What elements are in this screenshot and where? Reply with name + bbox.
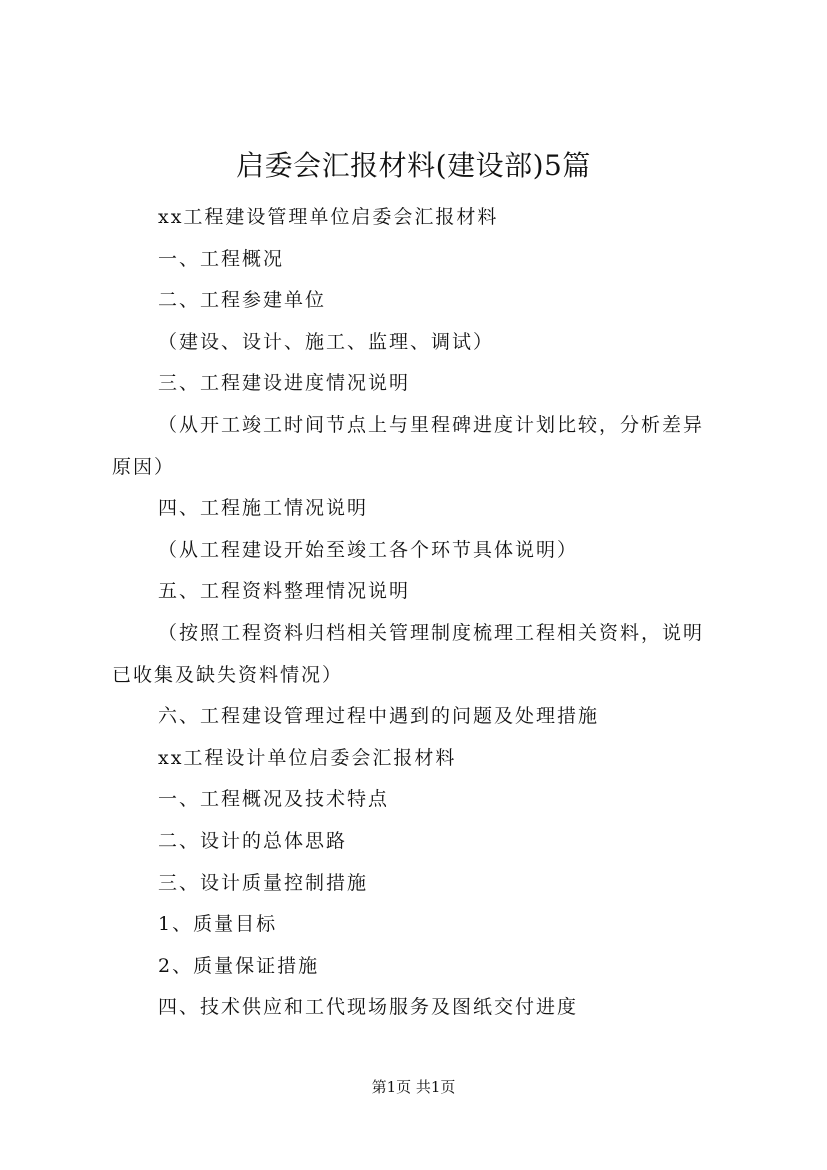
paragraph-6: （从开工竣工时间节点上与里程碑进度计划比较，分析差异原因） xyxy=(112,413,705,478)
paragraph-12: xx工程设计单位启委会汇报材料 xyxy=(158,746,457,769)
paragraph-18: 四、技术供应和工代现场服务及图纸交付进度 xyxy=(158,996,579,1019)
paragraph-16: 1、质量目标 xyxy=(158,913,278,936)
paragraph-11: 六、工程建设管理过程中遇到的问题及处理措施 xyxy=(158,705,600,728)
document-title: 启委会汇报材料(建设部)5篇 xyxy=(236,149,591,182)
page-footer: 第1页 共1页 xyxy=(371,1078,456,1096)
paragraph-1: xx工程建设管理单位启委会汇报材料 xyxy=(158,206,499,228)
paragraph-3: 二、工程参建单位 xyxy=(158,289,327,312)
paragraph-5: 三、工程建设进度情况说明 xyxy=(158,372,411,395)
paragraph-2: 一、工程概况 xyxy=(158,247,285,270)
paragraph-10: （按照工程资料归档相关管理制度梳理工程相关资料，说明已收集及缺失资料情况） xyxy=(112,621,705,686)
paragraph-9: 五、工程资料整理情况说明 xyxy=(158,580,411,603)
paragraph-17: 2、质量保证措施 xyxy=(158,954,320,977)
paragraph-4: （建设、设计、施工、监理、调试） xyxy=(158,330,495,353)
paragraph-8: （从工程建设开始至竣工各个环节具体说明） xyxy=(158,538,579,561)
paragraph-15: 三、设计质量控制措施 xyxy=(158,871,369,894)
document-body xyxy=(112,197,724,1029)
paragraph-13: 一、工程概况及技术特点 xyxy=(158,788,390,811)
paragraph-14: 二、设计的总体思路 xyxy=(158,829,348,852)
paragraph-7: 四、工程施工情况说明 xyxy=(158,497,369,520)
